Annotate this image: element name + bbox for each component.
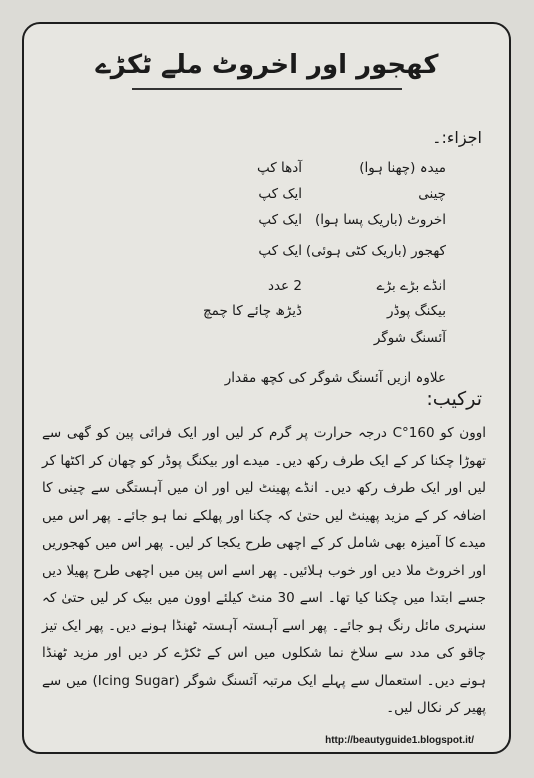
ingredient-row: [0, 186, 534, 208]
ingredient-name: انڈے بڑے بڑے: [376, 278, 446, 294]
ingredient-row: [0, 303, 534, 325]
footer-url[interactable]: http://beautyguide1.blogspot.it/: [325, 735, 474, 746]
ingredients-heading: اجزاء:۔: [432, 128, 482, 147]
ingredient-name: کھجور (باریک کٹی ہوئی): [305, 243, 446, 259]
title-underline: [132, 88, 402, 90]
ingredient-name: بیکنگ پوڈر: [387, 303, 446, 319]
method-heading: ترکیب:: [426, 388, 482, 410]
ingredient-name: چینی: [418, 186, 446, 202]
ingredient-name: آئسنگ شوگر: [373, 330, 446, 346]
ingredient-qty: ایک کپ: [258, 186, 302, 202]
ingredient-qty: 2 عدد: [267, 278, 302, 294]
ingredient-qty: ایک کپ: [258, 243, 302, 259]
method-text: اوون کو 160°C درجہ حرارت پر گرم کر لیں اور ایک فرائی پین کو گھی سے تھوڑا چکنا کر کے ایک طرف رکھ دیں۔ میدے اور بیکنگ پوڈر کو چھان کر اکٹھا کر لیں اور ایک طرف رکھ دیں۔ انڈے پھینٹ لیں اور ان میں آہستگی سے چینی کا اضافہ کر کے مزید پھینٹ لیں حتیٰ کہ چکنا اور پھلکے نما ہو جائے۔ پھر اس میں میدے کا آمیزہ بھی شامل کر کے اچھی طرح یکجا کر لیں۔ پھر اس میں کھجوریں اور اخروٹ ملا دیں اور خوب ہلائیں۔ پھر اسے اس پین میں اچھی طرح پھیلا دیں جسے ابتدا میں چکنا کیا تھا۔ اسے 30 منٹ کیلئے اوون میں بیک کر لیں حتیٰ کہ سنہری مائل رنگ ہو جائے۔ پھر اسے آہستہ آہستہ ٹھنڈا ہونے دیں۔ پھر ایک تیز چاقو کی مدد سے سلاخ نما شکلوں میں اس کے ٹکڑے کر دیں اور مزید ٹھنڈا ہونے دیں۔ استعمال سے پہلے ایک مرتبہ آئسنگ شوگر (Icing Sugar) میں سے پھیر کر نکال لیں۔: [42, 425, 487, 716]
ingredient-row: [0, 212, 534, 234]
ingredients-note: علاوہ ازیں آئسنگ شوگر کی کچھ مقدار: [224, 370, 446, 386]
ingredient-qty: ڈیڑھ چائے کا چمچ: [202, 303, 302, 319]
ingredient-row: [0, 330, 534, 352]
ingredient-name: اخروٹ (باریک پسا ہوا): [315, 212, 446, 228]
ingredient-qty: آدھا کپ: [257, 160, 302, 176]
ingredient-name: میدہ (چھنا ہوا): [359, 160, 446, 176]
ingredient-qty: ایک کپ: [258, 212, 302, 228]
ingredient-row: [0, 160, 534, 182]
recipe-title: کھجور اور اخروٹ ملے ٹکڑے: [95, 50, 439, 80]
ingredient-row: [0, 243, 534, 265]
ingredient-row: [0, 278, 534, 300]
